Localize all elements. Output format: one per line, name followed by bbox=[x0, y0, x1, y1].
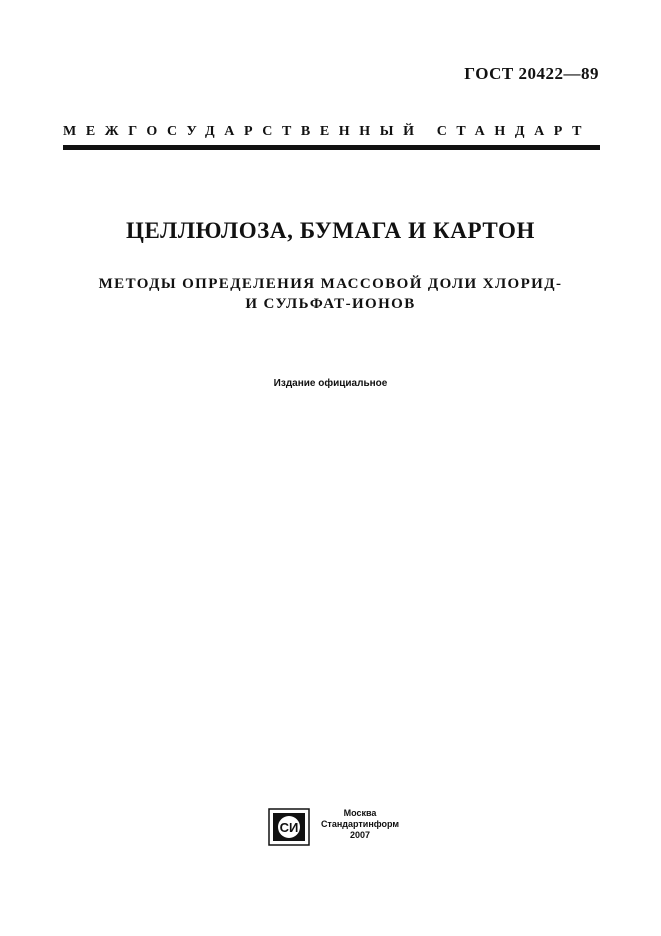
publisher-block bbox=[268, 808, 408, 848]
document-number: ГОСТ 20422—89 bbox=[464, 64, 599, 83]
document-title: ЦЕЛЛЮЛОЗА, БУМАГА И КАРТОН bbox=[126, 218, 535, 243]
edition-label: Издание официальное bbox=[273, 378, 388, 389]
svg-text:СИ: СИ bbox=[279, 820, 299, 835]
publisher-city: Москва bbox=[343, 808, 377, 818]
subtitle-line-1: МЕТОДЫ ОПРЕДЕЛЕНИЯ МАССОВОЙ ДОЛИ ХЛОРИД- bbox=[98, 276, 563, 292]
publisher-name: Стандартинформ bbox=[320, 819, 400, 829]
standartinform-logo-icon bbox=[268, 808, 310, 846]
subtitle-line-2: И СУЛЬФАТ-ИОНОВ bbox=[245, 296, 416, 312]
header-rule bbox=[63, 145, 600, 150]
publisher-year: 2007 bbox=[349, 830, 371, 840]
document-subtitle bbox=[60, 274, 601, 314]
publisher-info bbox=[318, 808, 402, 841]
interstate-standard-label: МЕЖГОСУДАРСТВЕННЫЙ СТАНДАРТ bbox=[63, 124, 592, 139]
